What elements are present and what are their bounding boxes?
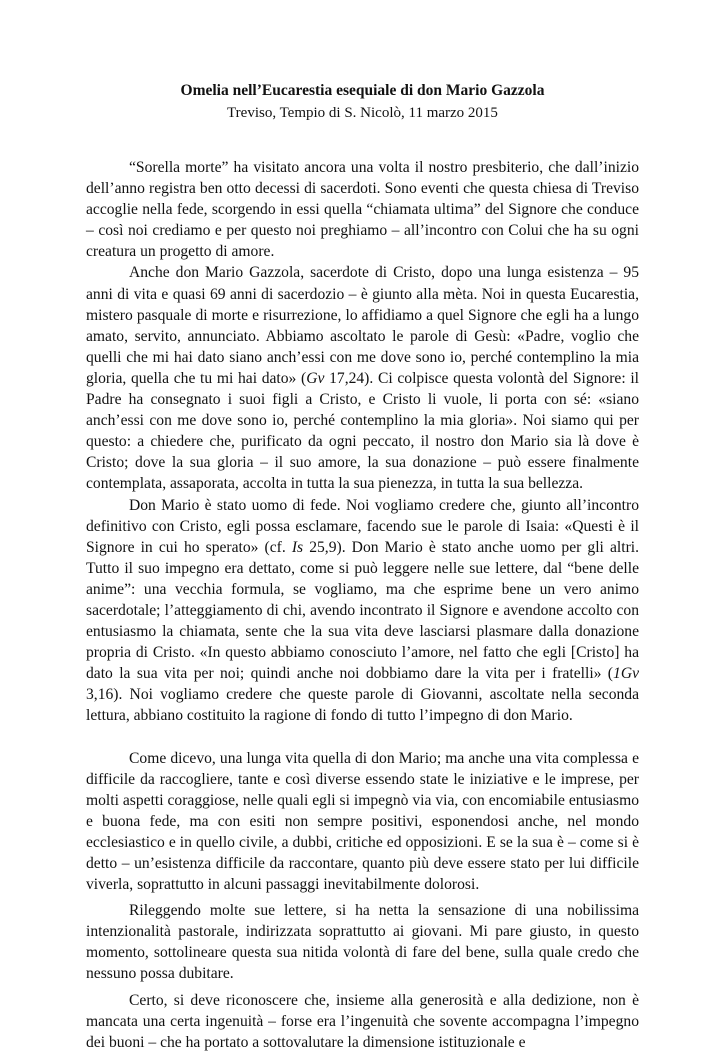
paragraph: Certo, si deve riconoscere che, insieme alla generosità e alla dedizione, non è mancata una certa ingenuità – forse era l’ingenuità che sovente accompagna l’impegno dei buoni – che ha portato a sottovalutare la dimensione istituzionale e: [86, 991, 639, 1051]
document-title: Omelia nell’Eucarestia esequiale di don Mario Gazzola: [180, 82, 545, 99]
citation-abbreviation: Gv: [306, 369, 325, 387]
document-subtitle: Treviso, Tempio di S. Nicolò, 11 marzo 2015: [227, 105, 498, 121]
paragraph: Rileggendo molte sue lettere, si ha netta la sensazione di una nobilissima intenzionalità pastorale, indirizzata soprattutto ai giovani. Mi pare giusto, in questo momento, sottolineare questa sua nitida volontà di fare del bene, sulla quale credo che nessuno possa dubitare.: [86, 902, 639, 983]
paragraph: Anche don Mario Gazzola, sacerdote di Cristo, dopo una lunga esistenza – 95 anni di vita e quasi 69 anni di sacerdozio – è giunto alla mèta. Noi in questa Eucarestia, mistero pasquale di morte e risurrezione, lo affidiamo a quel Signore che egli ha a lungo amato, servito, annunciato. Abbiamo ascoltato le parole di Gesù: «Padre, voglio che quelli che mi hai dato siano anch’essi con me dove sono io, perché contemplino la mia gloria, quella che tu mi hai dato» (Gv 17,24). Ci colpisce questa volontà del Signore: il Padre ha consegnato i suoi figli a Cristo, e Cristo li vuole, li porta con sé: «siano anch’essi con me dove sono io, perché contemplino la mia gloria». Noi siamo qui per questo: a chiedere che, purificato da ogni peccato, il nostro don Mario sia là dove è Cristo; dove la sua gloria – il suo amore, la sua donazione – può essere finalmente contemplata, assaporata, accolta in tutta la sua pienezza, in tutta la sua bellezza.: [86, 264, 640, 493]
paragraph: “Sorella morte” ha visitato ancora una volta il nostro presbiterio, che dall’inizio dell’anno registra ben otto decessi di sacerdoti. Sono eventi che questa chiesa di Treviso accoglie nella fede, scorgendo in essi quella “chiamata ultima” del Signore che conduce – così noi crediamo e per questo noi preghiamo – all’incontro con Colui che ha su ogni creatura un progetto di amore.: [86, 159, 639, 261]
document-body: [86, 157, 639, 1053]
paragraph: Come dicevo, una lunga vita quella di don Mario; ma anche una vita complessa e difficile da raccogliere, tante e così diverse essendo state le iniziative e le imprese, per molti aspetti coraggiose, nelle quali egli si impegnò via via, con encomiabile entusiasmo e buona fede, ma con esiti non sempre positivi, esponendosi anche, nel mondo ecclesiastico e in quello civile, a dubbi, critiche ed opposizioni. E se la sua è – come si è detto – un’esistenza difficile da raccontare, quanto più deve essere stato per lui difficile viverla, soprattutto in alcuni passaggi inevitabilmente dolorosi.: [86, 749, 639, 894]
citation-abbreviation: 1Gv: [613, 665, 639, 683]
paragraph: Don Mario è stato uomo di fede. Noi vogliamo credere che, giunto all’incontro definitivo con Cristo, egli possa esclamare, facendo sue le parole di Isaia: «Questi è il Signore in cui ho sperato» (cf. Is 25,9). Don Mario è stato anche uomo per gli altri. Tutto il suo impegno era dettato, come si può leggere nelle sue lettere, dal “bene delle anime”: una vecchia formula, se vogliamo, ma che esprime bene un vero animo sacerdotale; l’atteggiamento di chi, avendo incontrato il Signore e avendone accolto con entusiasmo la chiamata, sente che la sua vita deve lasciarsi plasmare dalla donazione propria di Cristo. «In questo abbiamo conosciuto l’amore, nel fatto che egli [Cristo] ha dato la sua vita per noi; quindi anche noi dobbiamo dare la vita per i fratelli» (1Gv 3,16). Noi vogliamo credere che queste parole di Giovanni, ascoltate nella seconda lettura, abbiano costituito la ragione di fondo di tutto l’impegno di don Mario.: [86, 496, 639, 725]
citation-abbreviation: Is: [291, 538, 304, 556]
